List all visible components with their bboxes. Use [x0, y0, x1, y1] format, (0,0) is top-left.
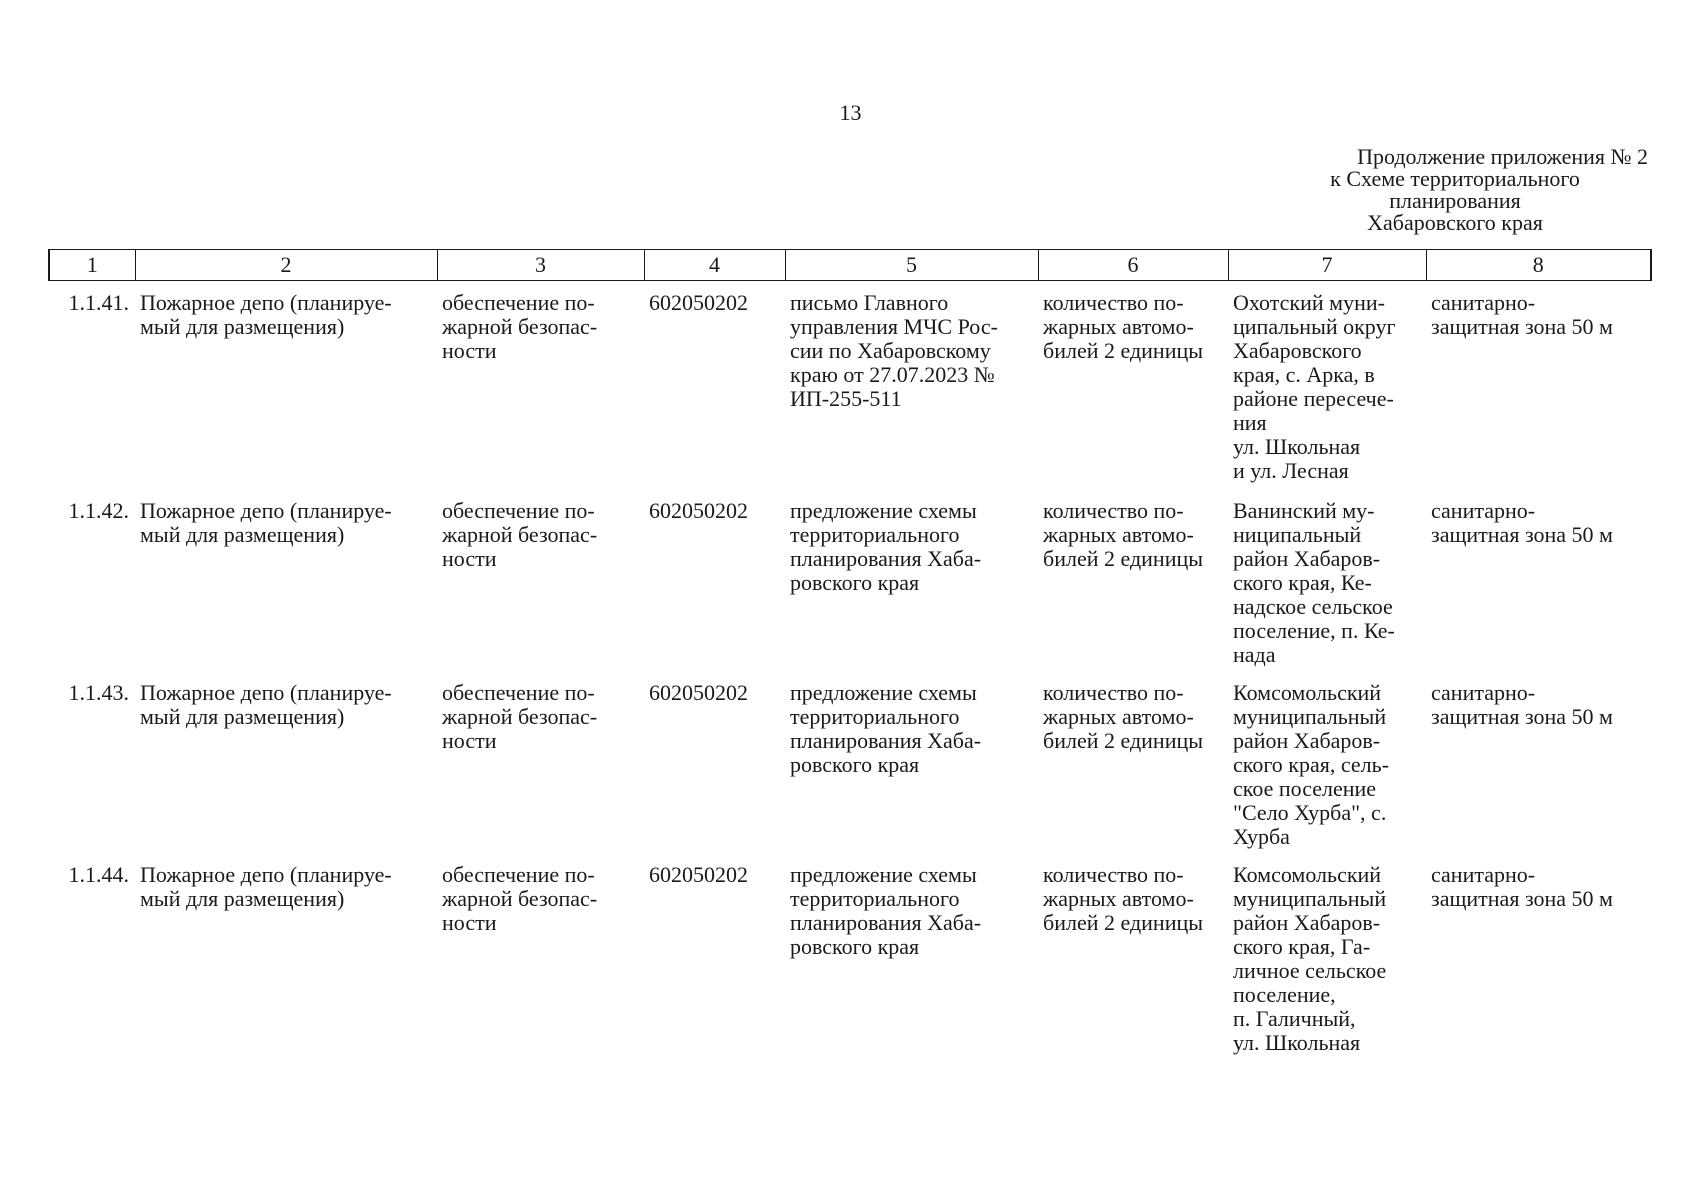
column-number: 1	[49, 250, 135, 281]
object-characteristics: количество по- жарных автомо- билей 2 единицы	[1043, 290, 1204, 363]
page-number: 13	[839, 100, 862, 125]
row-number: 1.1.43.	[68, 680, 129, 705]
object-zone: санитарно- защитная зона 50 м	[1431, 680, 1613, 729]
object-basis: предложение схемы территориального планирования Хаба- ровского края	[790, 680, 982, 777]
column-number: 5	[785, 250, 1038, 281]
objects-table	[48, 249, 1652, 1063]
object-purpose: обеспечение по- жарной безопас- ности	[442, 290, 598, 363]
object-location: Комсомольский муниципальный район Хабаров- ского края, сель- ское поселение "Село Хурба", с. Хурба	[1233, 680, 1390, 849]
table-header	[49, 250, 1651, 281]
column-number-row	[49, 250, 1651, 281]
object-name: Пожарное депо (планируе- мый для размещения)	[140, 498, 392, 547]
table-row	[49, 281, 1651, 490]
object-characteristics: количество по- жарных автомо- билей 2 единицы	[1043, 498, 1204, 571]
object-location: Комсомольский муниципальный район Хабаров- ского края, Га- личное сельское поселение, п. Галичный, ул. Школьная	[1233, 862, 1387, 1055]
object-zone: санитарно- защитная зона 50 м	[1431, 498, 1613, 547]
object-name: Пожарное депо (планируе- мый для размещения)	[140, 290, 392, 339]
row-number: 1.1.42.	[68, 498, 129, 523]
column-number: 4	[644, 250, 785, 281]
appendix-header-line: Хабаровского края	[1367, 210, 1543, 235]
object-zone: санитарно- защитная зона 50 м	[1431, 862, 1613, 911]
object-characteristics: количество по- жарных автомо- билей 2 единицы	[1043, 862, 1204, 935]
column-number: 7	[1228, 250, 1426, 281]
column-number: 6	[1038, 250, 1228, 281]
column-number: 3	[437, 250, 644, 281]
column-number: 2	[135, 250, 437, 281]
object-basis: письмо Главного управления МЧС Рос- сии по Хабаровскому краю от 27.07.2023 № ИП-255-511	[790, 290, 998, 411]
table-body	[49, 281, 1651, 1064]
object-location: Ванинский му- ниципальный район Хабаров- ского края, Ке- надское сельское поселение, п. Ке- нада	[1233, 498, 1395, 667]
row-number: 1.1.41.	[68, 290, 129, 315]
object-location: Охотский муни- ципальный округ Хабаровского края, с. Арка, в районе пересече- ния ул. Школьная и ул. Лесная	[1233, 290, 1396, 483]
appendix-header	[1290, 144, 1648, 235]
object-code: 602050202	[649, 862, 748, 887]
object-name: Пожарное депо (планируе- мый для размещения)	[140, 862, 392, 911]
object-characteristics: количество по- жарных автомо- билей 2 единицы	[1043, 680, 1204, 753]
object-purpose: обеспечение по- жарной безопас- ности	[442, 680, 598, 753]
table-row	[49, 489, 1651, 671]
row-number: 1.1.44.	[68, 862, 129, 887]
appendix-header-line: планирования	[1389, 188, 1521, 213]
table-row	[49, 671, 1651, 853]
object-code: 602050202	[649, 290, 748, 315]
object-basis: предложение схемы территориального планирования Хаба- ровского края	[790, 862, 982, 959]
object-purpose: обеспечение по- жарной безопас- ности	[442, 862, 598, 935]
object-name: Пожарное депо (планируе- мый для размещения)	[140, 680, 392, 729]
object-basis: предложение схемы территориального планирования Хаба- ровского края	[790, 498, 982, 595]
appendix-header-line: к Схеме территориального	[1330, 166, 1580, 191]
appendix-header-line: Продолжение приложения № 2	[1357, 144, 1648, 169]
table-row	[49, 853, 1651, 1063]
column-number: 8	[1426, 250, 1651, 281]
object-code: 602050202	[649, 680, 748, 705]
object-purpose: обеспечение по- жарной безопас- ности	[442, 498, 598, 571]
object-zone: санитарно- защитная зона 50 м	[1431, 290, 1613, 339]
object-code: 602050202	[649, 498, 748, 523]
